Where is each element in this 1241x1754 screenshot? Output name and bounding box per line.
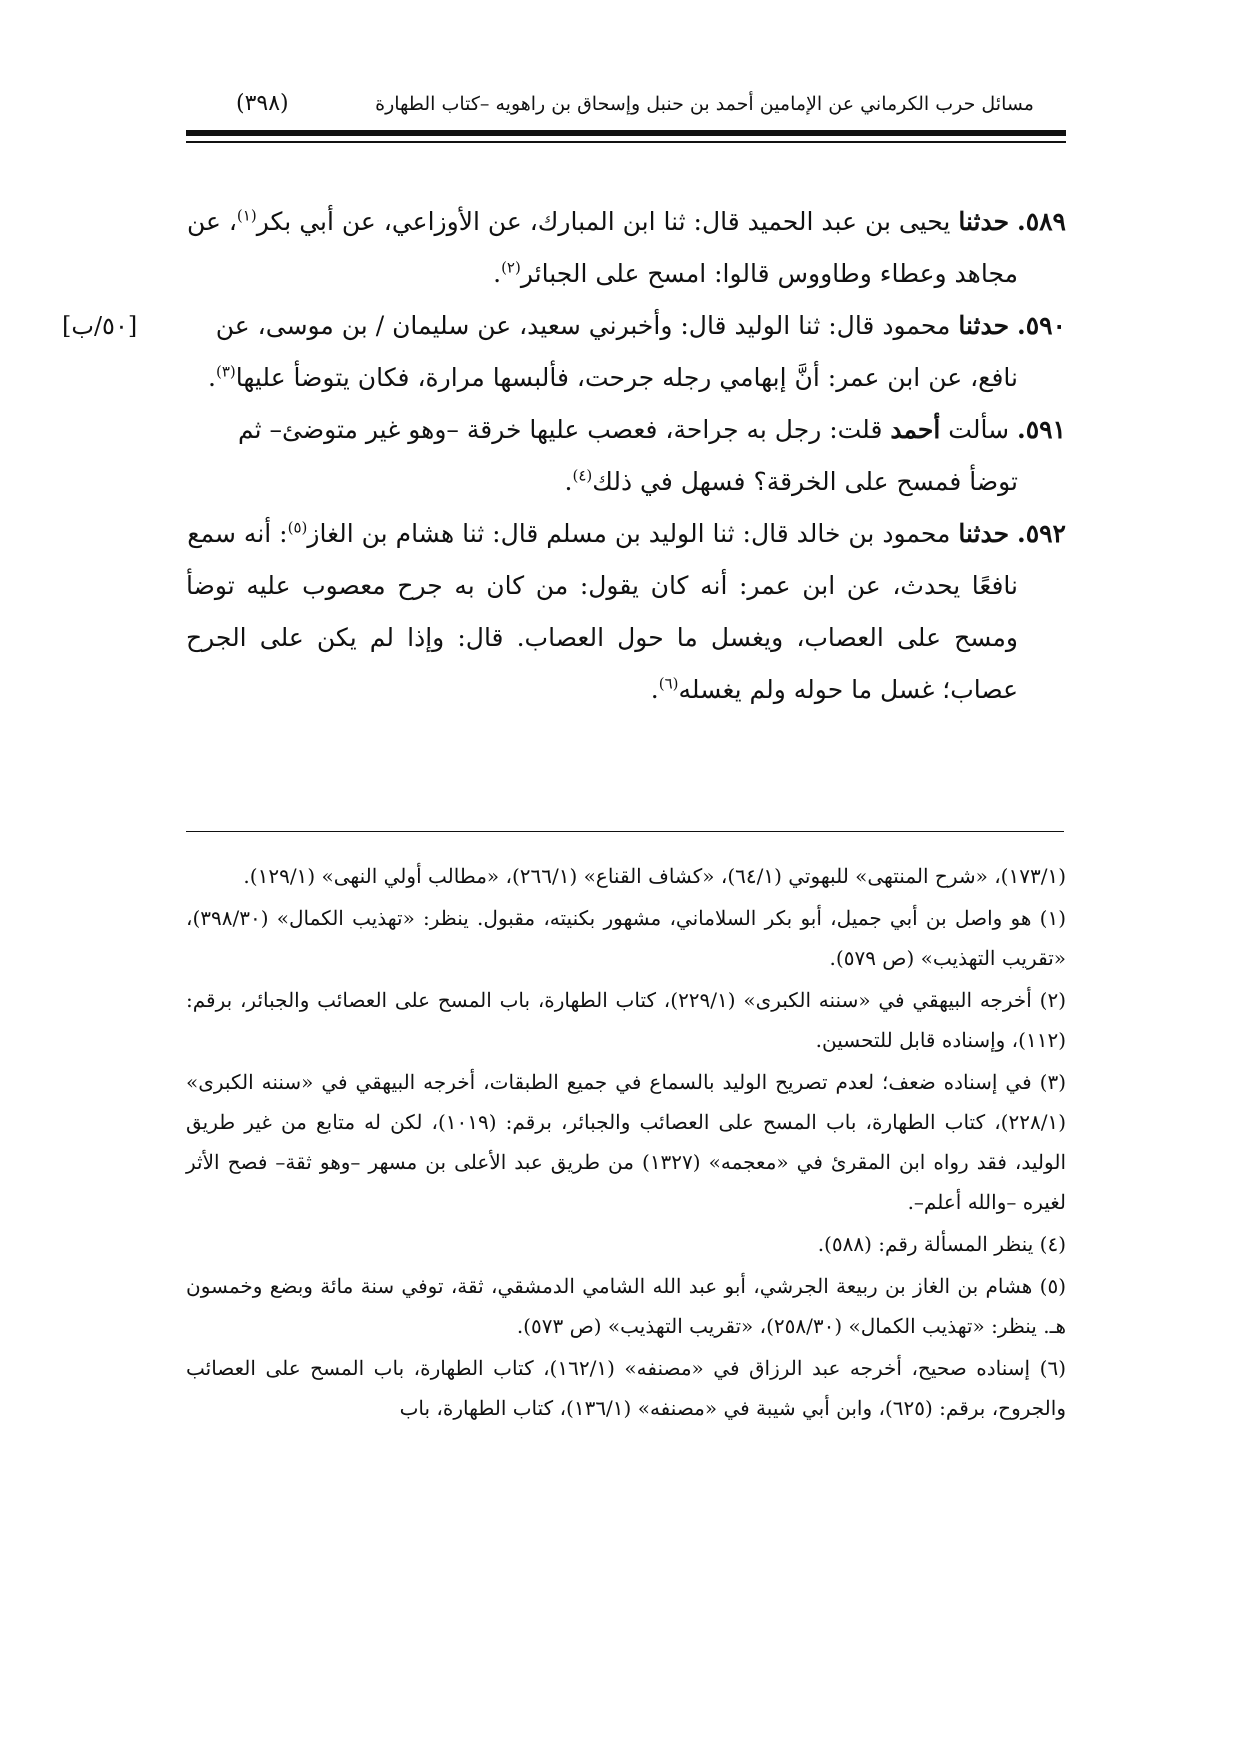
entry-keyword: حدثنا [958, 519, 1010, 548]
footnote-label: (١) [1039, 906, 1067, 930]
footnote-label: (٣) [1039, 1070, 1066, 1094]
footnote-6 [186, 1348, 1066, 1428]
entry-text: نافعًا يحدث، عن ابن عمر: أنه كان يقول: من كان به جرح معصوب عليه توضأ ومسح على العصاب، ويغسل ما حول العصاب. قال: وإذا لم يكن على الجرح عصاب؛ غسل ما حوله ولم يغسله [186, 571, 1018, 704]
header-rule-thin [186, 141, 1066, 143]
footnote-text: (١٧٣/١)، «شرح المنتهى» للبهوتي (٦٤/١)، «كشاف القناع» (٢٦٦/١)، «مطالب أولي النهى» (١٢٩/١). [243, 864, 1066, 888]
footnote-ref[interactable]: (٦) [658, 674, 679, 693]
manuscript-folio-note: [٥٠/ب] [62, 312, 138, 340]
entry-number: ٥٩٠. [1016, 311, 1066, 340]
entry-text: سألت [948, 415, 1010, 444]
entry-591 [186, 404, 1066, 508]
footnote-ref[interactable]: (١) [236, 206, 257, 225]
entry-text: قلت: رجل به جراحة، فعصب عليها خرقة –وهو غير متوضئ– ثم [237, 415, 883, 444]
entry-number: ٥٩٢. [1016, 519, 1066, 548]
footnote-4 [186, 1224, 1066, 1264]
main-text [186, 196, 1066, 716]
entry-text: . [564, 467, 573, 496]
entry-text: . [650, 675, 659, 704]
footnote-5 [186, 1266, 1066, 1346]
footnote-separator [186, 831, 1064, 832]
running-title: مسائل حرب الكرماني عن الإمامين أحمد بن حنبل وإسحاق بن راهويه –كتاب الطهارة [375, 93, 1034, 115]
entry-text: نافع، عن ابن عمر: أنَّ إبهامي رجله جرحت، فألبسها مرارة، فكان يتوضأ عليها [235, 363, 1018, 392]
entry-text: توضأ فمسح على الخرقة؟ فسهل في ذلك [592, 467, 1018, 496]
footnote-text: هو واصل بن أبي جميل، أبو بكر السلاماني، مشهور بكنيته، مقبول. ينظر: «تهذيب الكمال» (٣٩٨/٣٠)، «تقريب التهذيب» (ص ٥٧٩). [186, 906, 1066, 970]
entry-text: . [493, 259, 502, 288]
running-header [236, 84, 1034, 124]
footnote-text: ينظر المسألة رقم: (٥٨٨). [817, 1232, 1034, 1256]
entry-592 [186, 508, 1066, 716]
footnote-label: (٦) [1039, 1356, 1066, 1380]
entry-text: يحيى بن عبد الحميد قال: ثنا ابن المبارك، عن الأوزاعي، عن أبي بكر [256, 207, 951, 236]
footnote-continuation [186, 856, 1066, 896]
entry-590 [186, 300, 1066, 404]
footnote-text: في إسناده ضعف؛ لعدم تصريح الوليد بالسماع في جميع الطبقات، أخرجه البيهقي في «سننه الكبرى» (٢٢٨/١)، كتاب الطهارة، باب المسح على العصائب والجبائر، برقم: (١٠١٩)، لكن له متابع من غير طريق الوليد، فقد رواه ابن المقرئ في «معجمه» (١٣٢٧) من طريق عبد الأعلى بن مسهر –وهو ثقة– فصح الأثر لغيره –والله أعلم–. [186, 1070, 1067, 1214]
entry-text: محمود قال: ثنا الوليد قال: وأخبرني سعيد، عن سليمان / بن موسى، عن [215, 311, 951, 340]
footnote-1 [186, 898, 1066, 978]
footnote-2 [186, 980, 1066, 1060]
page-number: (٣٩٨) [236, 91, 289, 116]
footnote-ref[interactable]: (٤) [572, 466, 593, 485]
footnote-3 [186, 1062, 1066, 1222]
footnote-text: أخرجه البيهقي في «سننه الكبرى» (٢٢٩/١)، كتاب الطهارة، باب المسح على العصائب والجبائر، برقم: (١١٢)، وإسناده قابل للتحسين. [186, 988, 1066, 1052]
entry-keyword: حدثنا [958, 311, 1010, 340]
footnote-ref[interactable]: (٣) [215, 362, 236, 381]
footnote-label: (٢) [1039, 988, 1067, 1012]
entry-text: : أنه سمع [187, 519, 288, 548]
entry-589 [186, 196, 1066, 300]
entry-keyword: أحمد [890, 415, 941, 444]
footnote-label: (٥) [1039, 1274, 1066, 1298]
entry-number: ٥٩١. [1016, 415, 1066, 444]
footnote-label: (٤) [1039, 1232, 1066, 1256]
entry-text: مجاهد وعطاء وطاووس قالوا: امسح على الجبائر [520, 259, 1018, 288]
footnote-text: هشام بن الغاز بن ربيعة الجرشي، أبو عبد الله الشامي الدمشقي، ثقة، توفي سنة مائة وبضع وخمسون هـ. ينظر: «تهذيب الكمال» (٢٥٨/٣٠)، «تقريب التهذيب» (ص ٥٧٣). [186, 1274, 1066, 1338]
footnote-ref[interactable]: (٥) [287, 518, 308, 537]
entry-keyword: حدثنا [958, 207, 1010, 236]
footnotes [186, 856, 1066, 1430]
entry-text: . [208, 363, 216, 392]
footnote-ref[interactable]: (٢) [501, 258, 521, 277]
entry-text: محمود بن خالد قال: ثنا الوليد بن مسلم قال: ثنا هشام بن الغاز [307, 519, 951, 548]
entry-text: ، عن [186, 207, 237, 236]
footnote-text: إسناده صحيح، أخرجه عبد الرزاق في «مصنفه» (١٦٢/١)، كتاب الطهارة، باب المسح على العصائب والجروح، برقم: (٦٢٥)، وابن أبي شيبة في «مصنفه» (١٣٦/١)، كتاب الطهارة، باب [186, 1356, 1066, 1420]
header-rule-thick [186, 130, 1066, 136]
entry-number: ٥٨٩. [1016, 207, 1066, 236]
